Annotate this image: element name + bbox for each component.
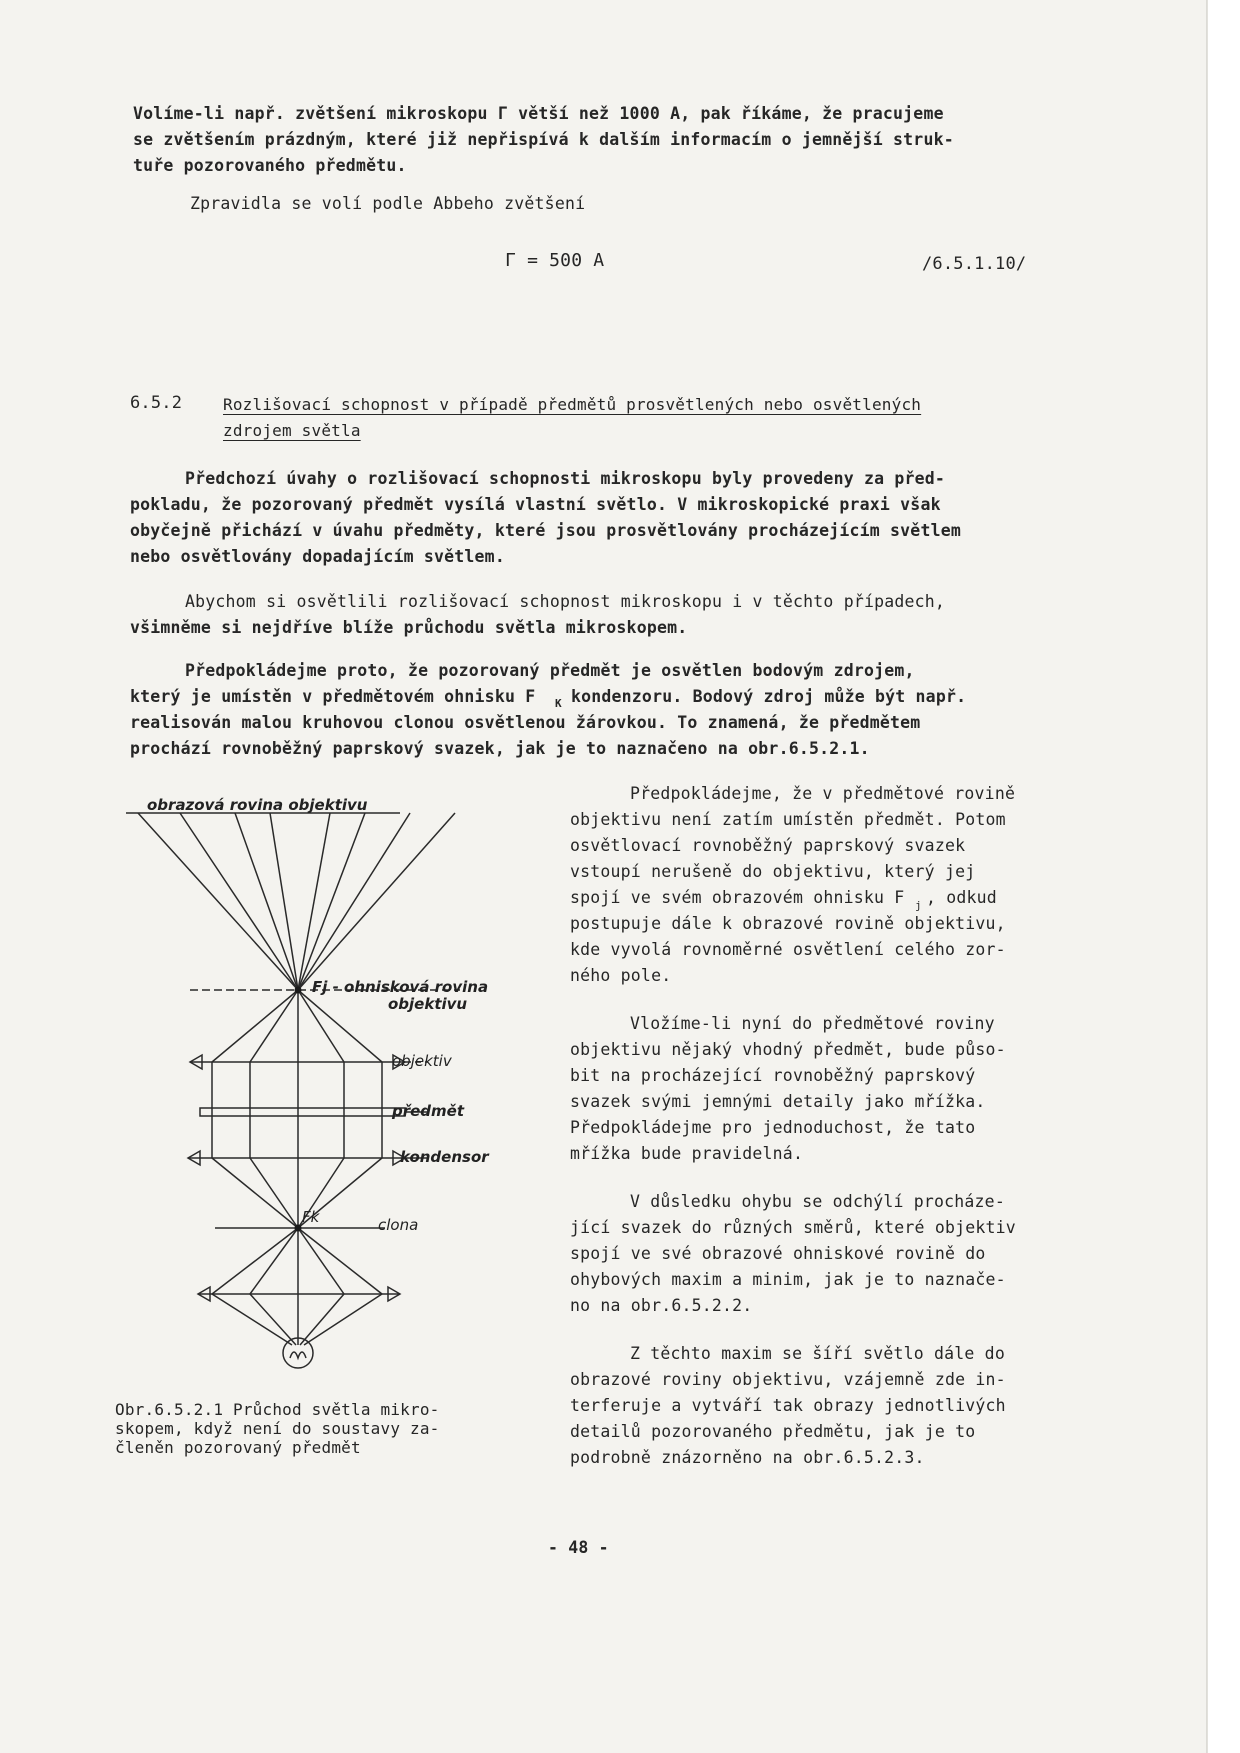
- intro-line-2: se zvětšením prázdným, které již nepřispívá k dalším informacím o jemnější struk-: [133, 130, 954, 149]
- rc-p1-line-5b: , odkud: [926, 888, 997, 907]
- rc-p2-line-3: bit na procházející rovnoběžný paprskový: [570, 1066, 976, 1085]
- rc-p2-line-5: Předpokládejme pro jednoduchost, že tato: [570, 1118, 976, 1137]
- section-title-line-1: Rozlišovací schopnost v případě předmětů prosvětlených nebo osvětlených: [223, 395, 922, 414]
- rc-p3-line-3: spojí ve své obrazové ohniskové rovině do: [570, 1244, 986, 1263]
- figure-caption-2: skopem, když není do soustavy za-: [115, 1419, 440, 1438]
- rc-p1-subscript: j: [915, 899, 922, 912]
- label-object: předmět: [392, 1102, 465, 1120]
- section-title-line-2: zdrojem světla: [223, 421, 361, 440]
- label-focal-plane: Fj - ohnisková rovina: [312, 978, 489, 996]
- rc-p4-line-4: detailů pozorovaného předmětu, jak je to: [570, 1422, 976, 1441]
- rc-p2-line-4: svazek svými jemnými detaily jako mřížka.: [570, 1092, 986, 1111]
- rc-p3-line-2: jící svazek do různých směrů, které objektiv: [570, 1218, 1016, 1237]
- para3-line-1: Předpokládejme proto, že pozorovaný předmět je osvětlen bodovým zdrojem,: [185, 661, 915, 680]
- microscope-light-path-diagram: [120, 790, 540, 1380]
- figure-caption-1: Obr.6.5.2.1 Průchod světla mikro-: [115, 1400, 440, 1419]
- rc-p4-line-5: podrobně znázorněno na obr.6.5.2.3.: [570, 1448, 925, 1467]
- para2-line-2: všimněme si nejdříve blíže průchodu světla mikroskopem.: [130, 618, 688, 637]
- page-edge: [1208, 0, 1240, 1753]
- rc-p1-line-8: ného pole.: [570, 966, 672, 985]
- label-focal-plane-2: objektivu: [388, 995, 468, 1013]
- label-aperture: clona: [378, 1216, 419, 1234]
- intro-line-1: Volíme-li např. zvětšení mikroskopu Γ větší než 1000 A, pak říkáme, že pracujeme: [133, 104, 944, 123]
- rc-p1-line-1: Předpokládejme, že v předmětové rovině: [630, 784, 1016, 803]
- abbe-rule: Zpravidla se volí podle Abbeho zvětšení: [190, 194, 586, 213]
- rc-p3-line-1: V důsledku ohybu se odchýlí procháze-: [630, 1192, 1005, 1211]
- rc-p1-line-7: kde vyvolá rovnoměrné osvětlení celého zor-: [570, 940, 1006, 959]
- rc-p2-line-6: mřížka bude pravidelná.: [570, 1144, 804, 1163]
- rc-p3-line-4: ohybových maxim a minim, jak je to naznače-: [570, 1270, 1006, 1289]
- para3-line-4: prochází rovnoběžný paprskový svazek, jak je to naznačeno na obr.6.5.2.1.: [130, 739, 870, 758]
- label-fk: Fk: [302, 1208, 320, 1226]
- para2-line-1: Abychom si osvětlili rozlišovací schopnost mikroskopu i v těchto případech,: [185, 592, 946, 611]
- label-objective: objektiv: [392, 1052, 452, 1070]
- rc-p1-line-5a: spojí ve svém obrazovém ohnisku F: [570, 888, 905, 907]
- rc-p1-line-2: objektivu není zatím umístěn předmět. Potom: [570, 810, 1006, 829]
- rc-p3-line-5: no na obr.6.5.2.2.: [570, 1296, 753, 1315]
- para1-line-3: obyčejně přichází v úvahu předměty, které jsou prosvětlovány procházejícím světlem: [130, 521, 961, 540]
- rc-p2-line-2: objektivu nějaký vhodný předmět, bude půso-: [570, 1040, 1006, 1059]
- para3-line-3: realisován malou kruhovou clonou osvětlenou žárovkou. To znamená, že předmětem: [130, 713, 921, 732]
- label-condenser: kondensor: [400, 1148, 489, 1166]
- para3-line-2a: který je umístěn v předmětovém ohnisku F: [130, 687, 536, 706]
- formula: Γ = 500 A: [505, 250, 605, 271]
- para1-line-1: Předchozí úvahy o rozlišovací schopnosti mikroskopu byly provedeny za před-: [185, 469, 946, 488]
- rc-p4-line-3: terferuje a vytváří tak obrazy jednotlivých: [570, 1396, 1006, 1415]
- intro-line-3: tuře pozorovaného předmětu.: [133, 156, 407, 175]
- rc-p1-line-3: osvětlovací rovnoběžný paprskový svazek: [570, 836, 966, 855]
- rc-p4-line-1: Z těchto maxim se šíří světlo dále do: [630, 1344, 1005, 1363]
- rc-p4-line-2: obrazové roviny objektivu, vzájemně zde in-: [570, 1370, 1006, 1389]
- label-image-plane: obrazová rovina objektivu: [147, 796, 368, 814]
- page-number: - 48 -: [548, 1538, 609, 1557]
- section-number: 6.5.2: [130, 393, 183, 413]
- formula-ref: /6.5.1.10/: [922, 254, 1027, 274]
- para3-subscript: K: [555, 697, 562, 710]
- rc-p2-line-1: Vložíme-li nyní do předmětové roviny: [630, 1014, 995, 1033]
- rc-p1-line-4: vstoupí nerušeně do objektivu, který jej: [570, 862, 976, 881]
- para3-line-2b: kondenzoru. Bodový zdroj může být např.: [571, 687, 967, 706]
- para1-line-4: nebo osvětlovány dopadajícím světlem.: [130, 547, 505, 566]
- para1-line-2: pokladu, že pozorovaný předmět vysílá vlastní světlo. V mikroskopické praxi však: [130, 495, 941, 514]
- rc-p1-line-6: postupuje dále k obrazové rovině objektivu,: [570, 914, 1006, 933]
- figure-caption-3: členěn pozorovaný předmět: [115, 1438, 361, 1457]
